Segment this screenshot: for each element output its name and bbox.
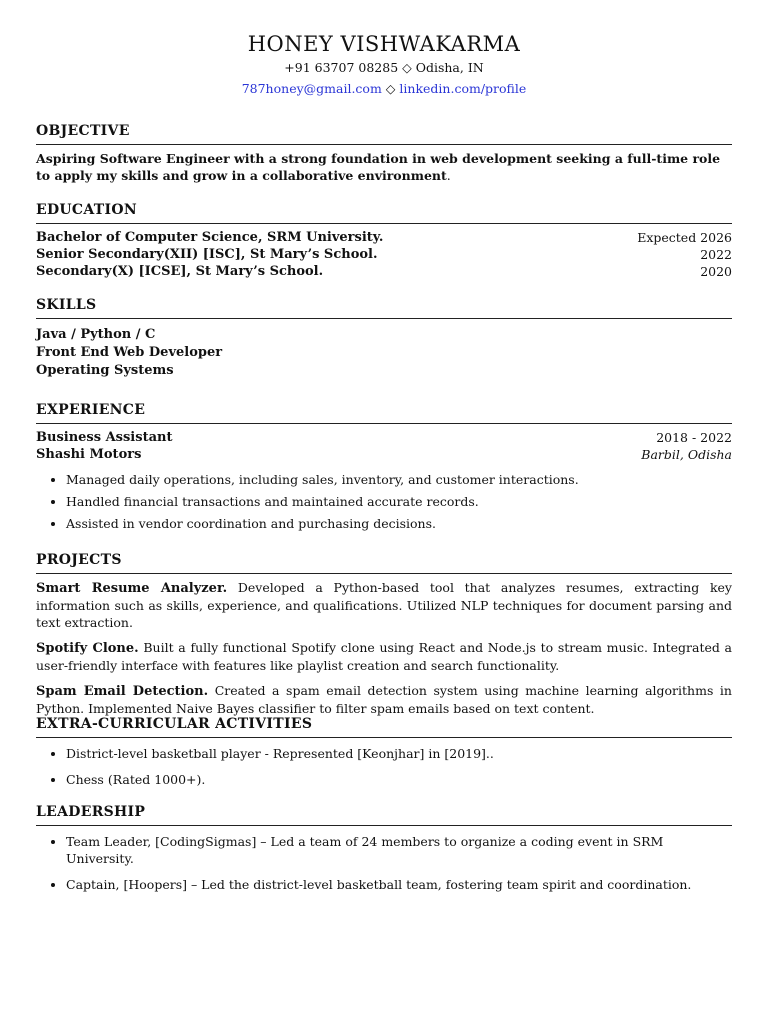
- extracurricular-bullet: • Chess (Rated 1000+).: [66, 771, 732, 788]
- experience-row: [36, 429, 732, 446]
- objective-title: OBJECTIVE: [36, 122, 732, 145]
- education-degree: [36, 229, 383, 246]
- skills-list: [36, 326, 732, 380]
- contact-line-1: +91 63707 08285 ◇ Odisha, IN: [284, 60, 484, 75]
- education-degree-name: Bachelor of Computer Science: [36, 230, 258, 245]
- education-section: [36, 201, 732, 280]
- projects-title: PROJECTS: [36, 551, 732, 574]
- education-row: [36, 246, 732, 263]
- skill-item: Front End Web Developer: [36, 345, 223, 360]
- education-degree: Senior Secondary(XII) [ISC], St Mary’s School.: [36, 247, 378, 262]
- contact-line-2: [36, 78, 732, 99]
- education-row: [36, 229, 732, 246]
- linkedin-link[interactable]: linkedin.com/profile: [399, 81, 527, 96]
- extracurricular-bullets: [36, 745, 732, 788]
- experience-location: Barbil, Odisha: [641, 447, 732, 462]
- education-date: 2020: [700, 264, 732, 279]
- project-item: [36, 579, 732, 631]
- experience-entry: [36, 429, 732, 532]
- leadership-bullets: [36, 833, 732, 893]
- project-desc: Developed a Python-based tool that analyzes resumes, extracting key information such as skills, experience, and qualifications. Utilized NLP techniques for document parsing and text extraction.: [36, 580, 732, 630]
- extracurricular-bullet: • District-level basketball player - Represented [Keonjhar] in [2019]..: [66, 745, 732, 762]
- project-desc: Built a fully functional Spotify clone using React and Node.js to stream music. Integrated a user-friendly interface with features like playlist creation and search functionality.: [36, 640, 733, 673]
- experience-bullet: • Managed daily operations, including sales, inventory, and customer interactions.: [66, 471, 732, 488]
- experience-row: [36, 446, 732, 463]
- objective-section: [36, 122, 732, 184]
- project-desc: Created a spam email detection system using machine learning algorithms in Python. Implemented Naive Bayes classifier to filter spam emails based on text content.: [36, 683, 732, 716]
- extracurricular-section: [36, 715, 732, 788]
- experience-company: Shashi Motors: [36, 447, 142, 462]
- experience-role: Business Assistant: [36, 430, 173, 445]
- experience-dates: 2018 - 2022: [656, 430, 732, 445]
- objective-text: [36, 150, 732, 184]
- extracurricular-title: EXTRA-CURRICULAR ACTIVITIES: [36, 715, 732, 738]
- experience-bullet: • Handled financial transactions and maintained accurate records.: [66, 493, 732, 510]
- skills-section: [36, 296, 732, 380]
- leadership-bullet: • Team Leader, [CodingSigmas] – Led a team of 24 members to organize a coding event in SRM University.: [66, 833, 732, 867]
- experience-title: EXPERIENCE: [36, 401, 732, 424]
- experience-section: [36, 401, 732, 532]
- project-name: Spotify Clone.: [36, 641, 139, 656]
- experience-bullet: • Assisted in vendor coordination and purchasing decisions.: [66, 515, 732, 532]
- project-item: [36, 639, 732, 674]
- education-school: , SRM University.: [257, 230, 384, 245]
- skill-item: Java / Python / C: [36, 327, 156, 342]
- objective-text-body: Aspiring Software Engineer with a strong foundation in web development seeking a full-time role to apply my skills and grow in a collaborative environment: [36, 151, 721, 183]
- education-title: EDUCATION: [36, 201, 732, 224]
- contact-separator: ◇: [385, 81, 396, 96]
- education-degree: Secondary(X) [ICSE], St Mary’s School.: [36, 264, 324, 279]
- project-name: Smart Resume Analyzer.: [36, 581, 228, 596]
- skills-title: SKILLS: [36, 296, 732, 319]
- leadership-title: LEADERSHIP: [36, 803, 732, 826]
- email-link[interactable]: 787honey@gmail.com: [241, 81, 382, 96]
- education-date: Expected 2026: [637, 230, 732, 245]
- education-list: [36, 229, 732, 280]
- project-name: Spam Email Detection.: [36, 684, 209, 699]
- candidate-name: HONEY VISHWAKARMA: [247, 32, 521, 56]
- projects-section: [36, 551, 732, 717]
- project-item: [36, 682, 732, 717]
- leadership-bullet: • Captain, [Hoopers] – Led the district-level basketball team, fostering team spirit and coordination.: [66, 876, 732, 893]
- leadership-section: [36, 803, 732, 893]
- experience-bullets: [36, 471, 732, 532]
- skill-item: Operating Systems: [36, 363, 174, 378]
- objective-text-end: .: [446, 168, 451, 183]
- education-row: [36, 263, 732, 280]
- education-date: 2022: [700, 247, 732, 262]
